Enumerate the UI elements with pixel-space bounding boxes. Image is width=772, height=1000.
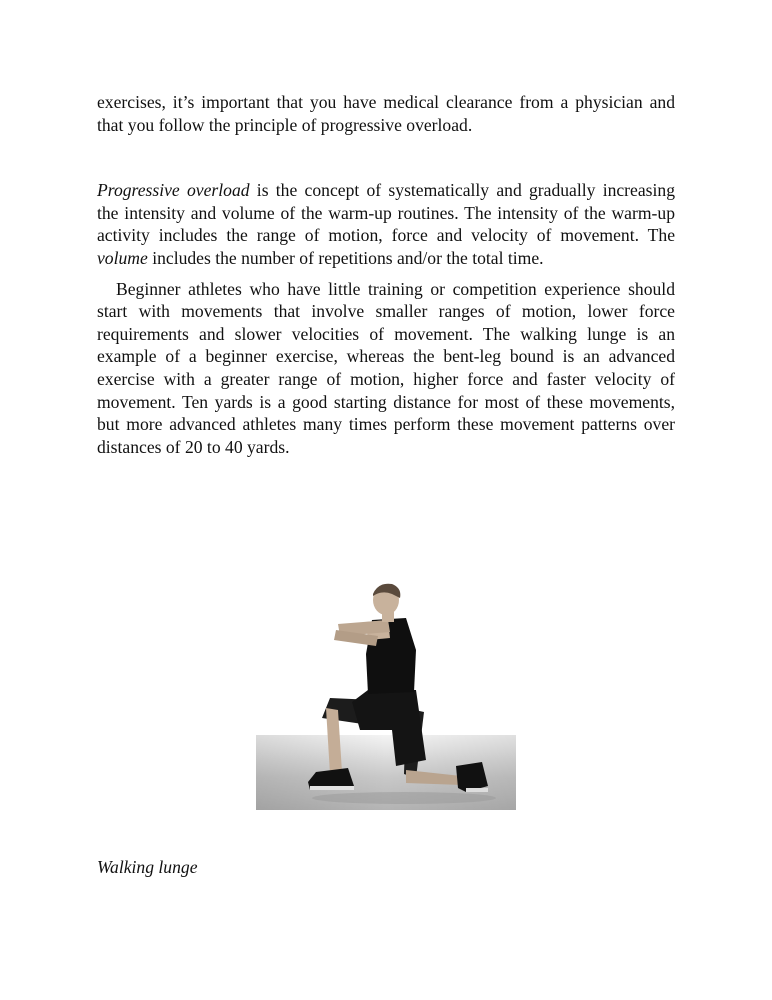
- term-progressive-overload: Progressive overload: [97, 180, 250, 201]
- paragraph-text-part2: includes the number of repetitions and/or the total time.: [147, 247, 544, 268]
- paragraph-beginner-athletes: Beginner athletes who have little training or competition experience should start with movements that involve smaller ranges of motion, lower force requirements and slower velocities of movement. The walking lunge is an example of a beginner exercise, whereas the bent-leg bound is an advanced exercise with a greater range of motion, higher force and faster velocity of movement. Ten yards is a good starting distance for most of these movements, but more advanced athletes many times perform these movement patterns over distances of 20 to 40 yards.: [97, 278, 675, 457]
- figure-caption: Walking lunge: [97, 857, 198, 877]
- paragraph-progressive-overload: [97, 179, 675, 269]
- walking-lunge-illustration: [256, 580, 516, 810]
- term-volume: volume: [97, 247, 148, 268]
- paragraph-medical-clearance: exercises, it’s important that you have medical clearance from a physician and that you follow the principle of progressive overload.: [97, 92, 675, 135]
- paragraph-text-part1: is the concept of systematically and gradually increasing the intensity and volume of the warm-up routines. The intensity of the warm-up activity includes the range of motion, force and velocity of movement. The: [97, 180, 675, 246]
- walking-lunge-photo: [256, 580, 516, 810]
- page-body: [97, 91, 675, 458]
